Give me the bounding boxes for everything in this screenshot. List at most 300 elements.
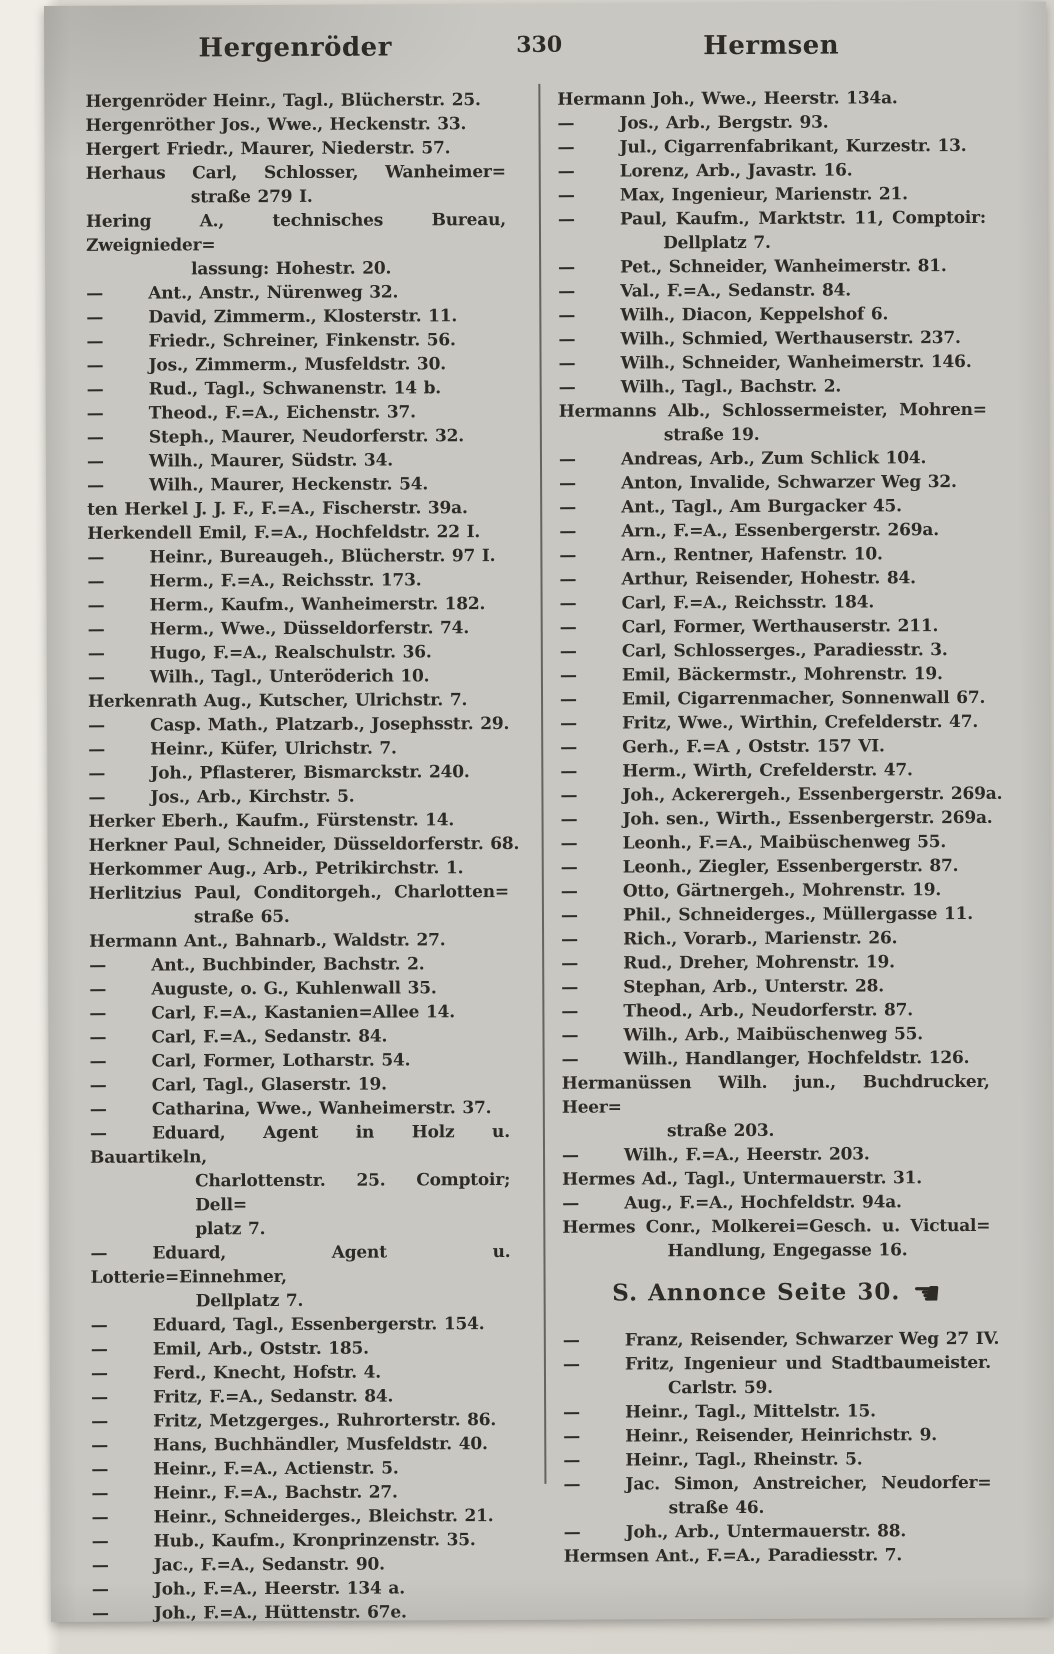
entry-line: — Joh., Ackerergeh., Essenbergerstr. 269a. <box>560 783 1003 806</box>
repeated-surname-dash: — <box>91 1531 109 1552</box>
directory-column-right <box>557 86 1003 1569</box>
entry-line: — Joh. sen., Wirth., Essenbergerstr. 269a. <box>560 807 993 830</box>
directory-entry <box>91 1480 511 1506</box>
entry-line: — Theod., Arb., Neudorferstr. 87. <box>561 1000 914 1022</box>
entry-line: Hermes Ad., Tagl., Untermauerstr. 31. <box>562 1168 923 1190</box>
directory-entry <box>563 1423 991 1449</box>
entry-line: Herkner Paul, Schneider, Düsseldorferstr. 68. <box>88 833 520 856</box>
directory-entry <box>89 976 509 1002</box>
repeated-surname-dash: — <box>88 715 105 736</box>
entry-line: Hermanüssen Wilh. jun., Buchdrucker, Heer= <box>561 1071 990 1118</box>
entry-line: — Gerh., F.=A , Oststr. 157 VI. <box>560 736 885 758</box>
entry-line: — Jul., Cigarrenfabrikant, Kurzestr. 13. <box>557 135 967 158</box>
repeated-surname-dash: — <box>86 283 104 304</box>
repeated-surname-dash: — <box>559 473 576 494</box>
repeated-surname-dash: — <box>560 857 578 878</box>
entry-line: ten Herkel J. J. F., F.=A., Fischerstr. 39a. <box>87 498 468 520</box>
entry-line: — Franz, Reisender, Schwarzer Weg 27 IV. <box>562 1328 1000 1351</box>
entry-line: — Rud., Dreher, Mohrenstr. 19. <box>561 952 895 974</box>
directory-entry <box>87 448 507 474</box>
directory-entry <box>89 1000 509 1026</box>
directory-entry <box>562 1190 990 1216</box>
entry-line: straße 19. <box>663 424 760 446</box>
entry-line: — Heinr., F.=A., Bachstr. 27. <box>91 1482 398 1504</box>
entry-line: — Max, Ingenieur, Marienstr. 21. <box>557 184 908 206</box>
directory-entry <box>562 1166 990 1192</box>
repeated-surname-dash: — <box>91 1387 108 1408</box>
entry-line: — Wilh., Schmied, Werthauserstr. 237. <box>558 328 961 350</box>
directory-entry <box>563 1447 991 1473</box>
repeated-surname-dash: — <box>91 1483 109 1504</box>
repeated-surname-dash: — <box>559 497 577 518</box>
repeated-surname-dash: — <box>558 257 576 278</box>
entry-line: — Carl, Schlosserges., Paradiesstr. 3. <box>559 640 948 662</box>
repeated-surname-dash: — <box>561 1001 579 1022</box>
repeated-surname-dash: — <box>86 331 104 352</box>
directory-entry <box>558 134 986 160</box>
entry-line: — Arthur, Reisender, Hohestr. 84. <box>559 568 916 590</box>
entry-line: — Carl, F.=A., Kastanien=Allee 14. <box>89 1002 456 1024</box>
repeated-surname-dash: — <box>562 1354 580 1375</box>
directory-entry <box>559 542 987 568</box>
entry-line: Herkommer Aug., Arb., Petrikirchstr. 1. <box>88 858 464 880</box>
repeated-surname-dash: — <box>557 161 575 182</box>
repeated-surname-dash: — <box>563 1426 581 1447</box>
repeated-surname-dash: — <box>90 1315 108 1336</box>
repeated-surname-dash: — <box>91 1459 109 1480</box>
scanned-page <box>44 2 1053 1622</box>
repeated-surname-dash: — <box>88 787 106 808</box>
repeated-surname-dash: — <box>89 1123 107 1144</box>
entry-line: — Leonh., F.=A., Maibüschenweg 55. <box>560 832 947 854</box>
entry-line: straße 46. <box>668 1497 765 1519</box>
entry-line: Carlstr. 59. <box>667 1377 773 1399</box>
entry-line: — Fritz, Ingenieur und Stadtbaumeister. <box>562 1352 991 1375</box>
directory-entry <box>559 566 987 592</box>
directory-entry <box>92 1504 512 1530</box>
entry-line: — Jac. Simon, Anstreicher, Neudorfer= <box>563 1472 992 1495</box>
entry-line: — Ant., Buchbinder, Bachstr. 2. <box>89 954 425 976</box>
directory-entry <box>90 1048 510 1074</box>
directory-entry <box>561 998 989 1024</box>
directory-entry <box>559 518 987 544</box>
entry-line: — Heinr., F.=A., Actienstr. 5. <box>91 1458 399 1480</box>
directory-entry <box>557 86 985 112</box>
directory-entry <box>558 206 986 256</box>
entry-line: — Ferd., Knecht, Hofstr. 4. <box>90 1362 382 1384</box>
repeated-surname-dash: — <box>560 713 577 734</box>
repeated-surname-dash: — <box>561 1025 579 1046</box>
directory-entry <box>560 638 988 664</box>
repeated-surname-dash: — <box>90 1339 108 1360</box>
entry-line: — Hub., Kaufm., Kronprinzenstr. 35. <box>91 1530 476 1552</box>
directory-entry <box>91 1312 511 1338</box>
repeated-surname-dash: — <box>560 905 578 926</box>
entry-line: — Aug., F.=A., Hochfeldstr. 94a. <box>562 1192 902 1214</box>
entry-line: Hering A., technisches Bureau, Zweignieder= <box>85 209 506 256</box>
directory-entry <box>91 1384 511 1410</box>
entry-line: — Jos., Arb., Kirchstr. 5. <box>88 786 355 808</box>
repeated-surname-dash: — <box>563 1474 581 1495</box>
repeated-surname-dash: — <box>559 641 577 662</box>
directory-entry <box>562 1046 990 1072</box>
directory-entry <box>558 278 986 304</box>
directory-entry <box>87 520 507 546</box>
directory-entry <box>561 1022 989 1048</box>
repeated-surname-dash: — <box>560 881 578 902</box>
repeated-surname-dash: — <box>89 1099 107 1120</box>
directory-entry <box>92 1528 512 1554</box>
repeated-surname-dash: — <box>561 977 579 998</box>
entry-line: — Joh., F.=A., Heerstr. 134 a. <box>91 1578 405 1600</box>
running-head-left-surname: Hergenröder <box>198 32 392 64</box>
repeated-surname-dash: — <box>89 1051 107 1072</box>
repeated-surname-dash: — <box>86 451 104 472</box>
entry-line: — Jos., Arb., Bergstr. 93. <box>557 112 829 134</box>
repeated-surname-dash: — <box>87 619 105 640</box>
directory-entry <box>559 350 987 376</box>
entry-line: — Rud., Tagl., Schwanenstr. 14 b. <box>86 378 441 400</box>
entry-line: — Casp. Math., Platzarb., Josephsstr. 29. <box>88 713 510 736</box>
entry-line: — Wilh., Maurer, Heckenstr. 54. <box>87 474 429 496</box>
directory-entry <box>87 568 507 594</box>
directory-entry <box>563 1399 991 1425</box>
entry-line: — Hans, Buchhändler, Musfeldstr. 40. <box>91 1434 488 1456</box>
entry-line: — Friedr., Schreiner, Finkenstr. 56. <box>86 330 456 352</box>
directory-entry <box>90 1120 511 1242</box>
repeated-surname-dash: — <box>560 785 578 806</box>
repeated-surname-dash: — <box>563 1450 581 1471</box>
directory-entry <box>87 424 507 450</box>
entry-line: Hermann Joh., Wwe., Heerstr. 134a. <box>557 88 898 110</box>
directory-entry <box>560 710 988 736</box>
entry-line: — Joh., Arb., Untermauerstr. 88. <box>563 1521 907 1543</box>
entry-line: Hergenröther Jos., Wwe., Heckenstr. 33. <box>85 114 467 136</box>
entry-line: — Wilh., Maurer, Südstr. 34. <box>86 450 393 472</box>
entry-line: Charlottenstr. 25. Comptoir; Dell= <box>195 1169 511 1216</box>
repeated-surname-dash: — <box>558 281 576 302</box>
entry-line: — David, Zimmerm., Klosterstr. 11. <box>86 306 458 328</box>
directory-entry <box>87 496 507 522</box>
repeated-surname-dash: — <box>557 185 575 206</box>
entry-line: — Catharina, Wwe., Wanheimerstr. 37. <box>89 1098 492 1120</box>
directory-entry <box>559 398 987 448</box>
directory-entry <box>89 1024 509 1050</box>
annonce-reference-note <box>563 1276 991 1311</box>
directory-entry <box>92 1600 512 1626</box>
manicule-left-icon: ☚ <box>912 1274 942 1313</box>
entry-line: Handlung, Engegasse 16. <box>667 1240 908 1262</box>
repeated-surname-dash: — <box>559 521 577 542</box>
entry-line: — Herm., Wwe., Düsseldorferstr. 74. <box>87 618 470 640</box>
directory-entry <box>564 1519 992 1545</box>
entry-line: Herhaus Carl, Schlosser, Wanheimer= <box>85 161 506 184</box>
repeated-surname-dash: — <box>89 955 107 976</box>
directory-entry <box>560 686 988 712</box>
directory-entry <box>562 1214 990 1264</box>
entry-line: Hergert Friedr., Maurer, Niederstr. 57. <box>85 138 451 160</box>
repeated-surname-dash: — <box>89 1003 107 1024</box>
entry-line: Hermsen Ant., F.=A., Paradiesstr. 7. <box>563 1545 903 1567</box>
page-number: 330 <box>516 31 563 58</box>
directory-entry <box>560 590 988 616</box>
directory-entry <box>559 494 987 520</box>
entry-line: — Val., F.=A., Sedanstr. 84. <box>558 280 852 302</box>
entry-line: — Wilh., Schneider, Wanheimerstr. 146. <box>558 351 972 374</box>
repeated-surname-dash: — <box>86 355 104 376</box>
repeated-surname-dash: — <box>90 1363 108 1384</box>
entry-line: — Ant., Anstr., Nürenweg 32. <box>86 282 399 304</box>
repeated-surname-dash: — <box>560 737 578 758</box>
repeated-surname-dash: — <box>91 1411 109 1432</box>
repeated-surname-dash: — <box>558 305 576 326</box>
directory-entry <box>88 592 508 618</box>
directory-entry <box>87 400 507 426</box>
directory-entry <box>88 760 508 786</box>
entry-line: straße 279 I. <box>190 186 313 208</box>
repeated-surname-dash: — <box>91 1555 109 1576</box>
repeated-surname-dash: — <box>558 449 576 470</box>
directory-entry <box>559 374 987 400</box>
directory-entry <box>92 1552 512 1578</box>
entry-line: — Stephan, Arb., Unterstr. 28. <box>561 976 884 998</box>
directory-entry <box>559 470 987 496</box>
entry-line: — Heinr., Bureaugeh., Blücherstr. 97 I. <box>87 546 496 568</box>
directory-entry <box>91 1336 511 1362</box>
directory-entry <box>562 1327 1000 1353</box>
entry-line: platz 7. <box>195 1219 266 1240</box>
repeated-surname-dash: — <box>563 1402 580 1423</box>
entry-line: — Ant., Tagl., Am Burgacker 45. <box>559 496 902 518</box>
repeated-surname-dash: — <box>561 929 578 950</box>
entry-line: — Carl, Tagl., Glaserstr. 19. <box>89 1074 387 1096</box>
directory-entry <box>88 784 508 810</box>
entry-line: Dellplatz 7. <box>195 1290 304 1312</box>
repeated-surname-dash: — <box>561 1049 579 1070</box>
directory-entry <box>91 1456 511 1482</box>
entry-line: — Heinr., Küfer, Ulrichstr. 7. <box>88 738 397 760</box>
entry-line: — Heinr., Tagl., Mittelstr. 15. <box>563 1401 876 1423</box>
repeated-surname-dash: — <box>558 329 576 350</box>
repeated-surname-dash: — <box>558 353 576 374</box>
directory-entry <box>87 376 507 402</box>
directory-entry <box>89 880 509 930</box>
repeated-surname-dash: — <box>561 1145 579 1166</box>
entry-line: — Lorenz, Arb., Javastr. 16. <box>557 160 853 182</box>
directory-entry <box>563 1351 991 1401</box>
entry-line: Hermes Conr., Molkerei=Gesch. u. Victual= <box>562 1215 991 1238</box>
entry-line: — Pet., Schneider, Wanheimerstr. 81. <box>558 256 947 278</box>
entry-line: — Arn., Rentner, Hafenstr. 10. <box>559 544 883 566</box>
entry-line: — Eduard, Agent in Holz u. Bauartikeln, <box>89 1121 510 1168</box>
repeated-surname-dash: — <box>86 427 104 448</box>
directory-entry <box>90 1096 510 1122</box>
entry-line: — Wilh., Handlanger, Hochfeldstr. 126. <box>561 1047 970 1070</box>
directory-entry <box>85 112 505 138</box>
directory-entry <box>89 856 509 882</box>
directory-entry <box>88 832 520 858</box>
repeated-surname-dash: — <box>557 137 575 158</box>
entry-line: — Anton, Invalide, Schwarzer Weg 32. <box>559 472 957 494</box>
repeated-surname-dash: — <box>87 475 104 496</box>
entry-line: — Heinr., Reisender, Heinrichstr. 9. <box>563 1425 937 1447</box>
directory-entry <box>558 302 986 328</box>
directory-entry <box>558 182 986 208</box>
entry-line: — Wilh., Tagl., Bachstr. 2. <box>558 376 842 398</box>
directory-entry <box>88 712 508 738</box>
entry-line: — Wilh., F.=A., Heerstr. 203. <box>561 1144 870 1166</box>
repeated-surname-dash: — <box>91 1435 109 1456</box>
repeated-surname-dash: — <box>88 763 106 784</box>
directory-entry <box>91 1408 511 1434</box>
entry-line: — Joh., Pflasterer, Bismarckstr. 240. <box>88 762 470 784</box>
entry-line: Herkenrath Aug., Kutscher, Ulrichstr. 7. <box>87 690 468 712</box>
directory-entry <box>88 688 508 714</box>
directory-entry <box>563 1471 991 1521</box>
directory-entry <box>86 208 506 282</box>
repeated-surname-dash: — <box>560 761 578 782</box>
repeated-surname-dash: — <box>559 665 577 686</box>
entry-line: — Arn., F.=A., Essenbergerstr. 269a. <box>559 520 939 542</box>
entry-line: — Heinr., Schneiderges., Bleichstr. 21. <box>91 1506 494 1528</box>
repeated-surname-dash: — <box>86 403 104 424</box>
entry-line: — Fritz, Wwe., Wirthin, Crefelderstr. 47. <box>560 711 979 734</box>
entry-line: Hergenröder Heinr., Tagl., Blücherstr. 25. <box>85 90 481 112</box>
column-divider-rule <box>538 84 546 1484</box>
directory-entry <box>557 110 985 136</box>
directory-entry <box>90 1072 510 1098</box>
directory-entry <box>560 806 993 832</box>
entry-line: Dellplatz 7. <box>662 232 771 254</box>
repeated-surname-dash: — <box>87 643 105 664</box>
repeated-surname-dash: — <box>91 1579 109 1600</box>
directory-entry <box>560 734 988 760</box>
repeated-surname-dash: — <box>88 739 106 760</box>
repeated-surname-dash: — <box>559 617 577 638</box>
directory-entry <box>559 446 987 472</box>
entry-line: — Heinr., Tagl., Rheinstr. 5. <box>563 1449 863 1471</box>
directory-entry <box>90 1240 510 1314</box>
directory-entry <box>561 950 989 976</box>
repeated-surname-dash: — <box>559 545 577 566</box>
entry-line: — Hugo, F.=A., Realschulstr. 36. <box>87 642 432 664</box>
directory-entry <box>86 328 506 354</box>
entry-line: — Fritz, Metzgerges., Ruhrorterstr. 86. <box>91 1410 497 1432</box>
directory-entry <box>560 758 988 784</box>
entry-line: — Herm., Wirth, Crefelderstr. 47. <box>560 760 913 782</box>
repeated-surname-dash: — <box>559 569 577 590</box>
directory-entry <box>88 664 508 690</box>
directory-entry <box>89 952 509 978</box>
directory-entry <box>561 878 989 904</box>
repeated-surname-dash: — <box>89 1075 107 1096</box>
directory-entry <box>561 974 989 1000</box>
entry-line: — Steph., Maurer, Neudorferstr. 32. <box>86 426 465 448</box>
running-head-right-surname: Hermsen <box>703 30 840 62</box>
entry-line: — Herm., F.=A., Reichsstr. 173. <box>87 570 422 592</box>
directory-entry <box>88 640 508 666</box>
directory-column-left <box>85 88 520 1626</box>
directory-entry <box>560 662 988 688</box>
directory-entry <box>562 1142 990 1168</box>
entry-line: — Jos., Zimmerm., Musfeldstr. 30. <box>86 354 446 376</box>
directory-entry <box>564 1543 992 1569</box>
repeated-surname-dash: — <box>559 689 577 710</box>
directory-entry <box>85 88 505 114</box>
directory-entry <box>86 160 506 210</box>
directory-entry <box>88 616 508 642</box>
entry-line: Hermann Ant., Bahnarb., Waldstr. 27. <box>89 930 446 952</box>
repeated-surname-dash: — <box>563 1522 581 1543</box>
entry-line: — Fritz, F.=A., Sedanstr. 84. <box>91 1386 394 1408</box>
directory-entry <box>558 254 986 280</box>
directory-entry <box>91 1360 511 1386</box>
repeated-surname-dash: — <box>560 833 578 854</box>
entry-line: Herkendell Emil, F.=A., Hochfeldstr. 22 I. <box>87 522 481 544</box>
repeated-surname-dash: — <box>561 953 579 974</box>
entry-line: — Wilh., Diacon, Keppelshof 6. <box>558 304 889 326</box>
directory-entry <box>561 902 989 928</box>
annonce-text: S. Annonce Seite 30. <box>612 1278 901 1307</box>
directory-entry <box>558 326 986 352</box>
entry-line: — Phil., Schneiderges., Müllergasse 11. <box>560 903 973 926</box>
repeated-surname-dash: — <box>91 1507 109 1528</box>
directory-entry <box>560 614 988 640</box>
directory-entry <box>558 158 986 184</box>
entry-line: lassung: Hohestr. 20. <box>191 258 392 280</box>
repeated-surname-dash: — <box>87 547 105 568</box>
repeated-surname-dash: — <box>560 809 578 830</box>
repeated-surname-dash: — <box>89 1027 107 1048</box>
directory-entry <box>86 304 506 330</box>
repeated-surname-dash: — <box>86 307 104 328</box>
directory-entry <box>561 854 989 880</box>
entry-line: — Andreas, Arb., Zum Schlick 104. <box>558 448 927 470</box>
entry-line: — Carl, F.=A., Sedanstr. 84. <box>89 1026 388 1048</box>
directory-entry <box>89 808 509 834</box>
repeated-surname-dash: — <box>558 377 576 398</box>
entry-line: — Auguste, o. G., Kuhlenwall 35. <box>89 978 437 1000</box>
repeated-surname-dash: — <box>557 113 575 134</box>
entry-line: — Jac., F.=A., Sedanstr. 90. <box>91 1554 385 1576</box>
entry-line: — Herm., Kaufm., Wanheimerstr. 182. <box>87 594 486 616</box>
repeated-surname-dash: — <box>89 979 107 1000</box>
entry-line: — Theod., F.=A., Eichenstr. 37. <box>86 402 416 424</box>
entry-line: — Eduard, Agent u. Lotterie=Einnehmer, <box>90 1241 511 1288</box>
directory-entry <box>561 926 989 952</box>
directory-entry <box>86 280 506 306</box>
repeated-surname-dash: — <box>87 667 105 688</box>
directory-entry <box>562 1070 990 1144</box>
repeated-surname-dash: — <box>91 1603 109 1624</box>
directory-entry <box>87 472 507 498</box>
directory-entry <box>560 782 1003 808</box>
entry-line: — Emil, Arb., Oststr. 185. <box>90 1338 369 1360</box>
entry-line: — Rich., Vorarb., Marienstr. 26. <box>561 928 898 950</box>
directory-entry <box>87 544 507 570</box>
repeated-surname-dash: — <box>559 593 577 614</box>
entry-line: — Carl, F.=A., Reichsstr. 184. <box>559 592 875 614</box>
entry-line: — Carl, Former, Werthauserstr. 211. <box>559 616 939 638</box>
repeated-surname-dash: — <box>557 209 575 230</box>
entry-line: — Paul, Kaufm., Marktstr. 11, Comptoir: <box>557 207 986 230</box>
directory-entry <box>92 1576 512 1602</box>
repeated-surname-dash: — <box>87 571 105 592</box>
entry-line: Hermanns Alb., Schlossermeister, Mohren= <box>558 399 987 422</box>
entry-line: — Wilh., Arb., Maibüschenweg 55. <box>561 1024 923 1046</box>
repeated-surname-dash: — <box>562 1330 580 1351</box>
entry-line: Herlitzius Paul, Conditorgeh., Charlotten= <box>88 881 509 904</box>
